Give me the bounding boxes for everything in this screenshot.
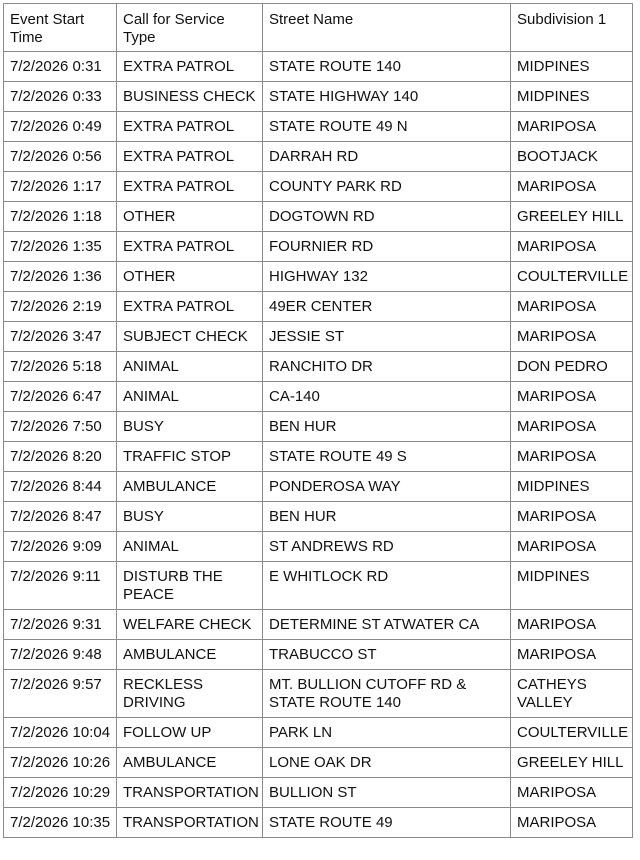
cell-street-name: 49ER CENTER (263, 292, 511, 322)
cell-street-name: STATE ROUTE 140 (263, 52, 511, 82)
calls-for-service-table (3, 3, 633, 838)
cell-street-name: DOGTOWN RD (263, 202, 511, 232)
table-row (4, 412, 633, 442)
cell-call-type: ANIMAL (117, 382, 263, 412)
table-row (4, 262, 633, 292)
cell-call-type: TRANSPORTATION (117, 808, 263, 838)
cell-event-start-time: 7/2/2026 8:20 (4, 442, 117, 472)
cell-street-name: PONDEROSA WAY (263, 472, 511, 502)
table-row (4, 382, 633, 412)
cell-subdivision: MARIPOSA (511, 232, 633, 262)
cell-street-name: COUNTY PARK RD (263, 172, 511, 202)
cell-event-start-time: 7/2/2026 1:35 (4, 232, 117, 262)
table-body (4, 52, 633, 838)
cell-street-name: ST ANDREWS RD (263, 532, 511, 562)
table-row (4, 610, 633, 640)
table-row (4, 292, 633, 322)
cell-event-start-time: 7/2/2026 10:04 (4, 718, 117, 748)
table-row (4, 82, 633, 112)
cell-call-type: FOLLOW UP (117, 718, 263, 748)
table-row (4, 562, 633, 610)
table-row (4, 112, 633, 142)
cell-event-start-time: 7/2/2026 10:35 (4, 808, 117, 838)
table-row (4, 52, 633, 82)
cell-street-name: STATE ROUTE 49 S (263, 442, 511, 472)
cell-street-name: BEN HUR (263, 502, 511, 532)
table-row (4, 202, 633, 232)
cell-call-type: TRAFFIC STOP (117, 442, 263, 472)
cell-subdivision: DON PEDRO (511, 352, 633, 382)
cell-street-name: BEN HUR (263, 412, 511, 442)
cell-call-type: OTHER (117, 202, 263, 232)
cell-call-type: SUBJECT CHECK (117, 322, 263, 352)
cell-event-start-time: 7/2/2026 0:49 (4, 112, 117, 142)
cell-event-start-time: 7/2/2026 1:36 (4, 262, 117, 292)
cell-call-type: ANIMAL (117, 532, 263, 562)
cell-call-type: EXTRA PATROL (117, 292, 263, 322)
cell-call-type: WELFARE CHECK (117, 610, 263, 640)
table-row (4, 172, 633, 202)
cell-street-name: STATE ROUTE 49 (263, 808, 511, 838)
column-header-event-start-time: Event Start Time (4, 4, 117, 52)
cell-subdivision: MARIPOSA (511, 322, 633, 352)
cell-call-type: RECKLESS DRIVING (117, 670, 263, 718)
cell-street-name: E WHITLOCK RD (263, 562, 511, 610)
cell-event-start-time: 7/2/2026 1:17 (4, 172, 117, 202)
cell-subdivision: GREELEY HILL (511, 748, 633, 778)
cell-event-start-time: 7/2/2026 0:33 (4, 82, 117, 112)
cell-subdivision: MIDPINES (511, 472, 633, 502)
cell-street-name: HIGHWAY 132 (263, 262, 511, 292)
table-row (4, 718, 633, 748)
cell-event-start-time: 7/2/2026 0:31 (4, 52, 117, 82)
cell-call-type: EXTRA PATROL (117, 112, 263, 142)
cell-event-start-time: 7/2/2026 8:47 (4, 502, 117, 532)
cell-call-type: AMBULANCE (117, 640, 263, 670)
cell-subdivision: MARIPOSA (511, 442, 633, 472)
cell-event-start-time: 7/2/2026 10:26 (4, 748, 117, 778)
cell-subdivision: COULTERVILLE (511, 262, 633, 292)
cell-event-start-time: 7/2/2026 5:18 (4, 352, 117, 382)
cell-event-start-time: 7/2/2026 8:44 (4, 472, 117, 502)
cell-subdivision: GREELEY HILL (511, 202, 633, 232)
column-header-call-type: Call for Service Type (117, 4, 263, 52)
cell-event-start-time: 7/2/2026 1:18 (4, 202, 117, 232)
cell-event-start-time: 7/2/2026 9:57 (4, 670, 117, 718)
cell-street-name: DARRAH RD (263, 142, 511, 172)
table-row (4, 532, 633, 562)
cell-subdivision: MARIPOSA (511, 112, 633, 142)
cell-subdivision: MIDPINES (511, 52, 633, 82)
table-header-row (4, 4, 633, 52)
cell-street-name: RANCHITO DR (263, 352, 511, 382)
cell-event-start-time: 7/2/2026 10:29 (4, 778, 117, 808)
table-row (4, 502, 633, 532)
table-row (4, 778, 633, 808)
cell-street-name: STATE HIGHWAY 140 (263, 82, 511, 112)
cell-street-name: CA-140 (263, 382, 511, 412)
cell-event-start-time: 7/2/2026 3:47 (4, 322, 117, 352)
cell-street-name: MT. BULLION CUTOFF RD & STATE ROUTE 140 (263, 670, 511, 718)
table-row (4, 748, 633, 778)
cell-street-name: TRABUCCO ST (263, 640, 511, 670)
cell-call-type: EXTRA PATROL (117, 142, 263, 172)
cell-call-type: BUSY (117, 502, 263, 532)
cell-call-type: EXTRA PATROL (117, 52, 263, 82)
cell-subdivision: MARIPOSA (511, 412, 633, 442)
cell-event-start-time: 7/2/2026 9:11 (4, 562, 117, 610)
cell-event-start-time: 7/2/2026 9:31 (4, 610, 117, 640)
cell-subdivision: MARIPOSA (511, 292, 633, 322)
cell-subdivision: BOOTJACK (511, 142, 633, 172)
document-page (3, 3, 633, 838)
cell-street-name: LONE OAK DR (263, 748, 511, 778)
cell-subdivision: MARIPOSA (511, 640, 633, 670)
cell-call-type: OTHER (117, 262, 263, 292)
cell-subdivision: COULTERVILLE (511, 718, 633, 748)
cell-street-name: BULLION ST (263, 778, 511, 808)
cell-call-type: DISTURB THE PEACE (117, 562, 263, 610)
cell-event-start-time: 7/2/2026 9:09 (4, 532, 117, 562)
table-row (4, 322, 633, 352)
table-row (4, 472, 633, 502)
table-row (4, 352, 633, 382)
cell-call-type: EXTRA PATROL (117, 172, 263, 202)
cell-call-type: BUSINESS CHECK (117, 82, 263, 112)
cell-street-name: DETERMINE ST ATWATER CA (263, 610, 511, 640)
cell-subdivision: MIDPINES (511, 82, 633, 112)
table-row (4, 670, 633, 718)
cell-event-start-time: 7/2/2026 0:56 (4, 142, 117, 172)
cell-subdivision: MARIPOSA (511, 172, 633, 202)
cell-subdivision: MARIPOSA (511, 532, 633, 562)
cell-subdivision: MARIPOSA (511, 382, 633, 412)
cell-call-type: AMBULANCE (117, 748, 263, 778)
cell-call-type: TRANSPORTATION (117, 778, 263, 808)
cell-subdivision: MARIPOSA (511, 808, 633, 838)
table-row (4, 808, 633, 838)
table-row (4, 232, 633, 262)
cell-street-name: STATE ROUTE 49 N (263, 112, 511, 142)
cell-call-type: ANIMAL (117, 352, 263, 382)
cell-event-start-time: 7/2/2026 2:19 (4, 292, 117, 322)
cell-event-start-time: 7/2/2026 6:47 (4, 382, 117, 412)
cell-street-name: JESSIE ST (263, 322, 511, 352)
table-row (4, 442, 633, 472)
cell-street-name: FOURNIER RD (263, 232, 511, 262)
cell-street-name: PARK LN (263, 718, 511, 748)
cell-subdivision: MARIPOSA (511, 502, 633, 532)
column-header-street-name: Street Name (263, 4, 511, 52)
table-row (4, 142, 633, 172)
cell-call-type: BUSY (117, 412, 263, 442)
cell-call-type: EXTRA PATROL (117, 232, 263, 262)
cell-subdivision: CATHEYS VALLEY (511, 670, 633, 718)
column-header-subdivision: Subdivision 1 (511, 4, 633, 52)
cell-subdivision: MARIPOSA (511, 610, 633, 640)
table-row (4, 640, 633, 670)
cell-call-type: AMBULANCE (117, 472, 263, 502)
cell-subdivision: MARIPOSA (511, 778, 633, 808)
cell-event-start-time: 7/2/2026 7:50 (4, 412, 117, 442)
cell-subdivision: MIDPINES (511, 562, 633, 610)
cell-event-start-time: 7/2/2026 9:48 (4, 640, 117, 670)
